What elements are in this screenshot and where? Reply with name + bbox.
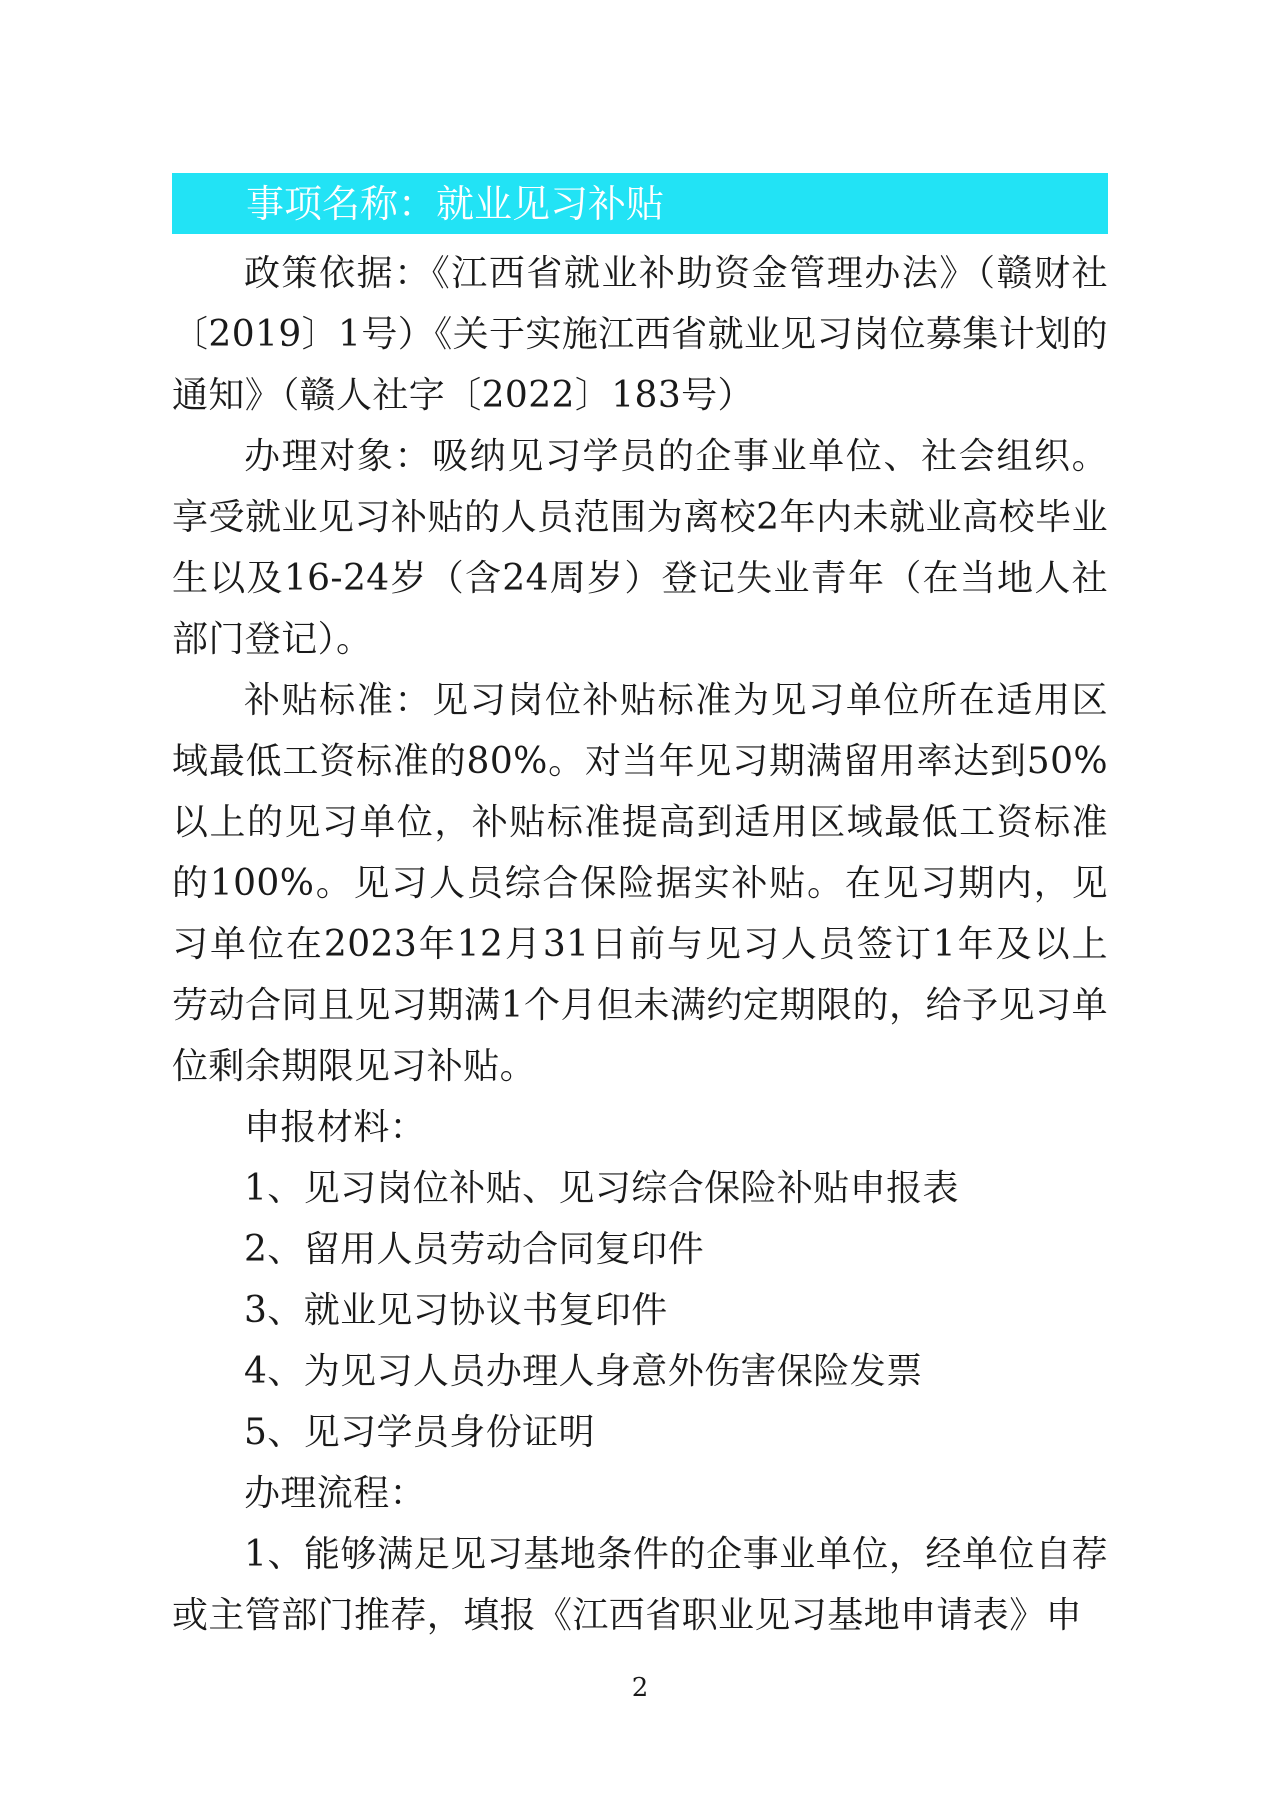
policy-basis-paragraph: 政策依据：《江西省就业补助资金管理办法》（赣财社〔2019〕1号）《关于实施江西省就业见习岗位募集计划的通知》（赣人社字〔2022〕183号） (172, 253, 1108, 416)
target-paragraph: 办理对象：吸纳见习学员的企事业单位、社会组织。享受就业见习补贴的人员范围为离校2年内未就业高校毕业生以及16-24岁（含24周岁）登记失业青年（在当地人社部门登记）。 (172, 436, 1108, 660)
material-item: 3、就业见习协议书复印件 (244, 1290, 668, 1331)
process-heading: 办理流程： (244, 1473, 427, 1514)
subsidy-standard-paragraph: 补贴标准：见习岗位补贴标准为见习单位所在适用区域最低工资标准的80%。对当年见习期满留用率达到50%以上的见习单位，补贴标准提高到适用区域最低工资标准的100%。见习人员综合保险据实补贴。在见习期内，见习单位在2023年12月31日前与见习人员签订1年及以上劳动合同且见习期满1个月但未满约定期限的，给予见习单位剩余期限见习补贴。 (172, 680, 1108, 1087)
material-item: 2、留用人员劳动合同复印件 (244, 1229, 705, 1270)
materials-heading: 申报材料： (244, 1107, 427, 1148)
material-item: 5、见习学员身份证明 (244, 1412, 595, 1453)
material-item: 1、见习岗位补贴、见习综合保险补贴申报表 (244, 1168, 959, 1209)
document-body (172, 243, 1108, 1646)
page-number: 2 (631, 1673, 649, 1703)
item-title: 事项名称：就业见习补贴 (246, 182, 665, 226)
process-step-1: 1、能够满足见习基地条件的企事业单位，经单位自荐或主管部门推荐，填报《江西省职业见习基地申请表》申 (172, 1534, 1108, 1636)
material-item: 4、为见习人员办理人身意外伤害保险发票 (244, 1351, 923, 1392)
